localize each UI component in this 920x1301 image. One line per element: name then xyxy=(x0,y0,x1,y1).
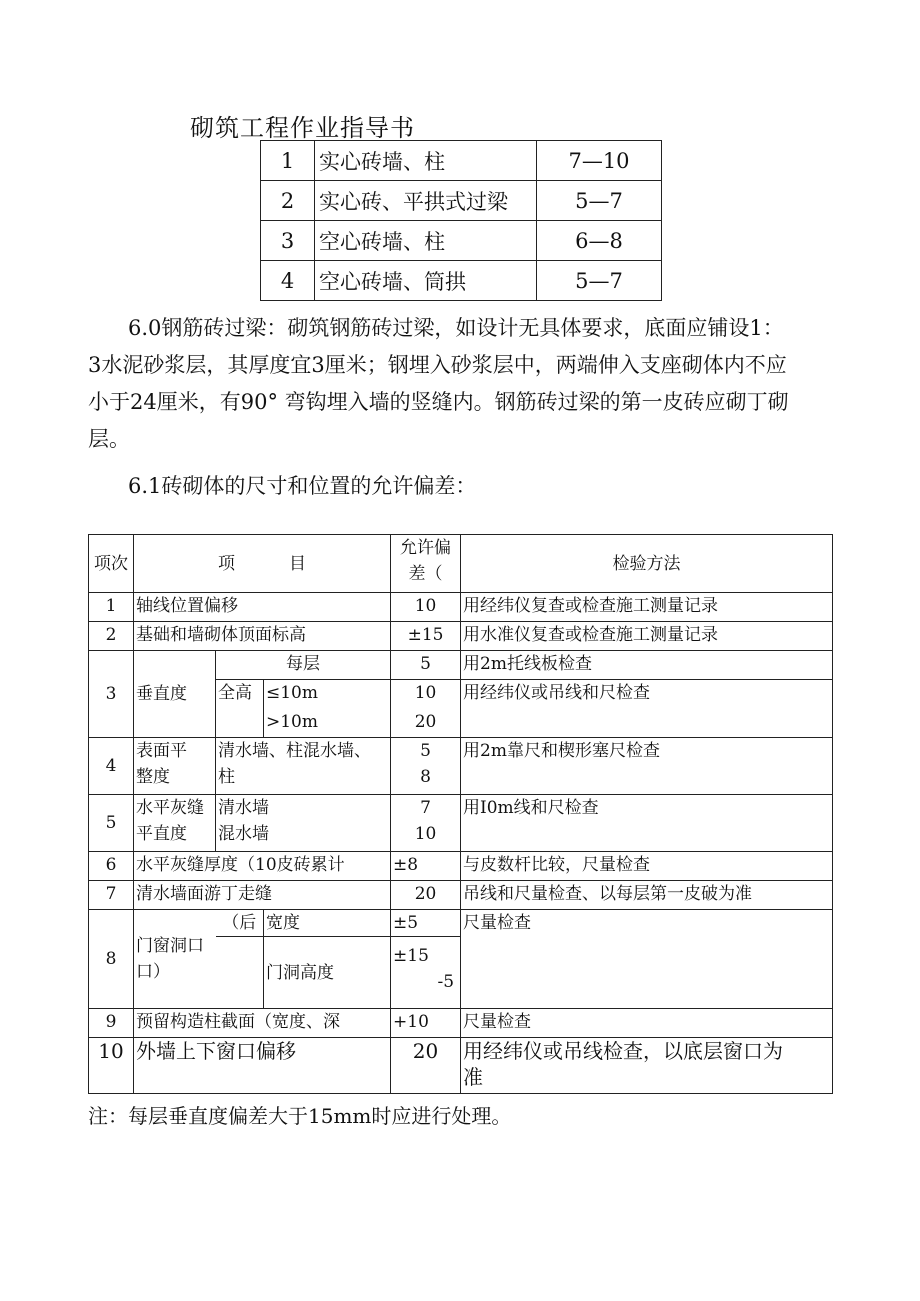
row-method: 吊线和尺量检查、以每层第一皮破为准 xyxy=(461,881,833,910)
row-method-line: 准 xyxy=(463,1065,484,1089)
row-tolerance: ±8 xyxy=(391,852,461,881)
row-tolerance xyxy=(391,937,461,1009)
row-subitem-line: 清水墙 xyxy=(218,798,269,818)
table-row xyxy=(89,651,833,680)
table-header-row xyxy=(89,535,833,593)
row-tolerance-line: ±15 xyxy=(393,946,429,966)
row-subitem: 宽度 xyxy=(264,910,391,937)
row-value: 6—8 xyxy=(537,221,662,261)
table-row xyxy=(89,852,833,881)
table-row xyxy=(89,795,833,852)
row-method: 用I0m线和尺检查 xyxy=(461,795,833,852)
paragraph-line: 小于24厘米，有90° 弯钩埋入墙的竖缝内。钢筋砖过梁的第一皮砖应砌丁砌 xyxy=(88,390,789,414)
row-subitem-paren: （后 xyxy=(216,910,264,937)
row-method: 与皮数杆比较，尺量检查 xyxy=(461,852,833,881)
row-item: 轴线位置偏移 xyxy=(134,593,391,622)
row-tolerance-line: -5 xyxy=(437,972,455,992)
paragraph-6-0 xyxy=(88,310,848,458)
row-tolerance-line: 8 xyxy=(420,767,431,787)
row-number: 5 xyxy=(89,795,134,852)
row-tolerance: +10 xyxy=(391,1009,461,1038)
row-number: 8 xyxy=(89,910,134,1009)
row-item-line: 水平灰缝 xyxy=(136,798,204,818)
row-method: 用2m托线板检查 xyxy=(461,651,833,680)
row-method: 用2m靠尺和楔形塞尺检查 xyxy=(461,738,833,795)
row-number: 4 xyxy=(261,261,315,301)
row-item: 垂直度 xyxy=(134,651,216,738)
row-subitem: 每层 xyxy=(216,651,391,680)
footnote: 注：每层垂直度偏差大于15mm时应进行处理。 xyxy=(88,1104,512,1128)
row-item: 水平灰缝厚度（10皮砖累计 xyxy=(134,852,391,881)
paragraph-6-1: 6.1砖砌体的尺寸和位置的允许偏差： xyxy=(128,474,477,498)
paragraph-line: 3水泥砂浆层，其厚度宜3厘米；钢埋入砂浆层中，两端伸入支座砌体内不应 xyxy=(88,353,787,377)
row-method: 用经纬仪或吊线和尺检查 xyxy=(461,680,833,738)
row-item xyxy=(134,910,216,1009)
row-number: 1 xyxy=(89,593,134,622)
header-item: 项 目 xyxy=(134,535,391,593)
row-tolerance xyxy=(391,738,461,795)
table-row xyxy=(89,910,833,937)
document-title: 砌筑工程作业指导书 xyxy=(190,114,415,142)
row-value: 7—10 xyxy=(537,141,662,181)
row-number: 3 xyxy=(261,221,315,261)
table-row xyxy=(89,738,833,795)
row-subitem xyxy=(216,738,391,795)
table-row xyxy=(89,1009,833,1038)
row-number: 4 xyxy=(89,738,134,795)
row-number: 6 xyxy=(89,852,134,881)
header-tolerance-line: 允许偏 xyxy=(400,538,452,558)
table-row xyxy=(261,141,662,181)
table-row xyxy=(261,181,662,221)
table-row xyxy=(89,1038,833,1094)
row-tolerance: ±5 xyxy=(391,910,461,937)
row-item: 基础和墙砌体顶面标高 xyxy=(134,622,391,651)
row-tolerance: 10 xyxy=(391,593,461,622)
row-item-line: 整度 xyxy=(136,767,170,787)
row-number: 1 xyxy=(261,141,315,181)
row-item: 外墙上下窗口偏移 xyxy=(134,1038,391,1094)
row-item-line: 口） xyxy=(136,962,170,982)
row-item xyxy=(134,738,216,795)
row-tolerance-line: 7 xyxy=(420,798,431,818)
row-number: 7 xyxy=(89,881,134,910)
row-subitem xyxy=(216,795,391,852)
table-row xyxy=(89,881,833,910)
row-subitem-line: 柱 xyxy=(218,767,235,787)
row-tolerance-line: 5 xyxy=(420,741,431,761)
row-subitem: 全高 xyxy=(216,680,264,738)
row-value: 5—7 xyxy=(537,181,662,221)
row-item: 清水墙面游丁走缝 xyxy=(134,881,391,910)
row-method-line: 用经纬仪或吊线检查，以底层窗口为 xyxy=(463,1039,784,1063)
table-row xyxy=(89,593,833,622)
row-value: 5—7 xyxy=(537,261,662,301)
row-number: 2 xyxy=(89,622,134,651)
row-tolerance: 5 xyxy=(391,651,461,680)
deviation-table xyxy=(88,534,833,1094)
empty-cell xyxy=(216,937,264,1009)
row-subitem-line: 混水墙 xyxy=(218,824,269,844)
row-item-line: 门窗洞口 xyxy=(136,936,204,956)
paragraph-line: 6.0钢筋砖过梁：砌筑钢筋砖过梁，如设计无具体要求，底面应铺设1： xyxy=(128,316,784,340)
row-method: 用经纬仪复查或检查施工测量记录 xyxy=(461,593,833,622)
row-tolerance: 20 xyxy=(391,1038,461,1094)
row-item: 实心砖墙、柱 xyxy=(315,141,537,181)
row-item xyxy=(134,795,216,852)
row-subitem-line: 清水墙、柱混水墙、 xyxy=(218,741,371,761)
row-tolerance: 20 xyxy=(391,881,461,910)
row-tolerance: 20 xyxy=(391,709,461,738)
row-tolerance: ±15 xyxy=(391,622,461,651)
row-number: 3 xyxy=(89,651,134,738)
table-row xyxy=(261,221,662,261)
header-tolerance-line: 差（ xyxy=(408,564,443,584)
row-item: 空心砖墙、筒拱 xyxy=(315,261,537,301)
row-method: 用水准仪复查或检查施工测量记录 xyxy=(461,622,833,651)
row-subitem: >10m xyxy=(264,709,391,738)
row-number: 2 xyxy=(261,181,315,221)
row-method xyxy=(461,1038,833,1094)
header-tolerance xyxy=(391,535,461,593)
row-number: 10 xyxy=(89,1038,134,1094)
row-tolerance-line: 10 xyxy=(414,824,437,844)
row-item: 空心砖墙、柱 xyxy=(315,221,537,261)
table-row xyxy=(261,261,662,301)
mortar-table xyxy=(260,140,662,301)
row-item: 预留构造柱截面（宽度、深 xyxy=(134,1009,391,1038)
row-method: 尺量检查 xyxy=(461,1009,833,1038)
row-subitem: 门洞高度 xyxy=(264,937,391,1009)
row-method: 尺量检查 xyxy=(461,910,833,1009)
row-item-line: 平直度 xyxy=(136,824,187,844)
row-tolerance xyxy=(391,795,461,852)
header-method: 检验方法 xyxy=(461,535,833,593)
row-item-line: 表面平 xyxy=(136,741,187,761)
row-tolerance: 10 xyxy=(391,680,461,709)
row-subitem: ≤10m xyxy=(264,680,391,709)
header-no: 项次 xyxy=(89,535,134,593)
table-row xyxy=(89,622,833,651)
row-item: 实心砖、平拱式过梁 xyxy=(315,181,537,221)
row-number: 9 xyxy=(89,1009,134,1038)
paragraph-line: 层。 xyxy=(88,427,130,451)
